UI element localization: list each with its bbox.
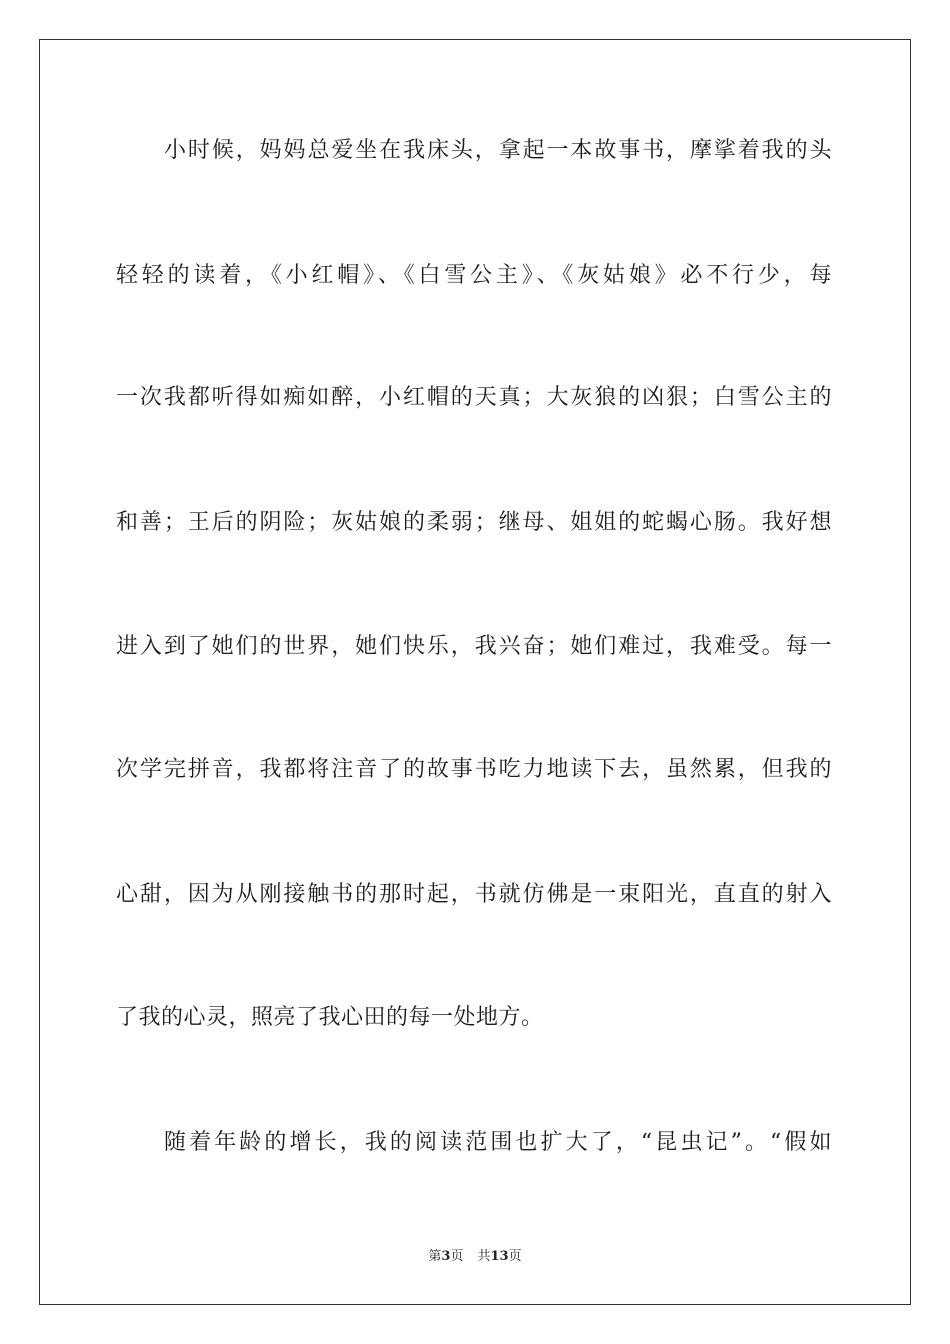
page-footer xyxy=(0,1248,950,1266)
text-line: 小时候，妈妈总爱坐在我床头，拿起一本故事书，摩挲着我的头 xyxy=(164,138,832,163)
text-line: 和善；王后的阴险；灰姑娘的柔弱；继母、姐姐的蛇蝎心肠。我好想 xyxy=(116,510,832,535)
text-line: 一次我都听得如痴如醉，小红帽的天真；大灰狼的凶狠；白雪公主的 xyxy=(116,385,832,410)
total-suffix: 页 xyxy=(508,1249,522,1264)
page-border xyxy=(39,39,911,1305)
page-number: 3 xyxy=(441,1249,451,1264)
total-prefix: 共 xyxy=(477,1249,491,1264)
text-line: 随着年龄的增长，我的阅读范围也扩大了，“昆虫记”。“假如 xyxy=(164,1130,832,1155)
text-line: 进入到了她们的世界，她们快乐，我兴奋；她们难过，我难受。每一 xyxy=(116,634,832,659)
text-line: 心甜，因为从刚接触书的那时起，书就仿佛是一束阳光，直直的射入 xyxy=(116,882,832,907)
text-line: 轻轻的读着，《小红帽》、《白雪公主》、《灰姑娘》必不行少，每 xyxy=(116,263,832,288)
total-pages: 13 xyxy=(490,1249,509,1264)
text-line: 次学完拼音，我都将注音了的故事书吃力地读下去，虽然累，但我的 xyxy=(116,757,832,782)
page-suffix: 页 xyxy=(450,1249,464,1264)
text-line: 了我的心灵，照亮了我心田的每一处地方。 xyxy=(116,1005,544,1030)
page-prefix: 第 xyxy=(428,1249,442,1264)
